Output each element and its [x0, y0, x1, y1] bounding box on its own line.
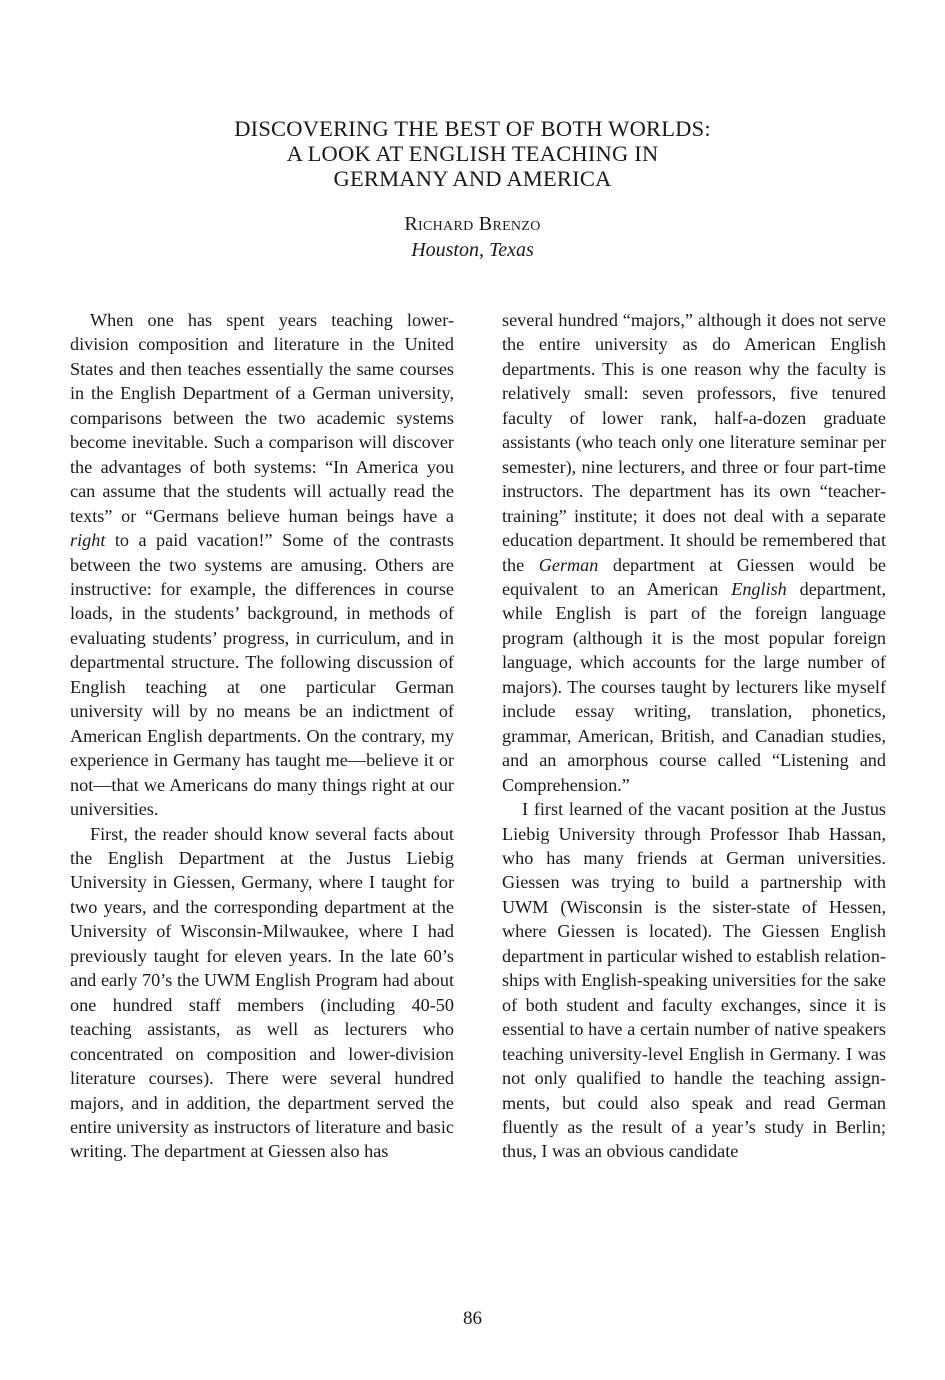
paragraph: [70, 308, 454, 822]
text-run: department at Giessen would be equivalent to an American: [502, 554, 886, 599]
title-line-1: DISCOVERING THE BEST OF BOTH WORLDS:: [234, 116, 711, 141]
author-location: Houston, Texas: [411, 239, 534, 261]
author-name: Richard Brenzo: [404, 213, 541, 235]
left-column: [70, 308, 454, 1164]
title-line-2: A LOOK AT ENGLISH TEACHING IN: [286, 141, 659, 166]
text-run: department, while English is part of the foreign language program (although it is the most popular foreign language, which accounts for the large number of majors). The courses taught by lecturers like myself include essay writing, translation, phonetics, grammar, American, British, and Canadian studies, and an amorphous course called “Listening and Comprehension.”: [502, 578, 886, 795]
paragraph: First, the reader should know several facts about the English Department at the Justus Liebig University in Giessen, Germany, where I taught for two years, and the corresponding department at the University of Wisconsin-Milwaukee, where I had previously taught for eleven years. In the late 60’s and early 70’s the UWM English Program had about one hundred staff members (including 40-50 teaching assistants, as well as lecturers who concentrated on composition and lower-division literature courses). There were several hundred majors, and in addition, the department served the entire university as instructors of literature and basic writing. The department at Giessen also has: [70, 823, 454, 1162]
page-number: 86: [463, 1308, 482, 1329]
right-column: [502, 308, 886, 1164]
paragraph: I first learned of the vacant position at the Justus Liebig University through Professor Ihab Hassan, who has many friends at German universities. Giessen was trying to build a partnership with UWM (Wisconsin is the sister-state of Hessen, where Giessen is located). The Giessen English department in particular wished to establish relationships with English-speaking universities for the sake of both student and faculty exchanges, since it is essential to have a certain number of native speakers teaching university-level English in Germany. I was not only qualified to handle the teaching assignments, but could also speak and read German fluently as the result of a year’s study in Berlin; thus, I was an obvious candidate: [502, 799, 886, 1162]
title-line-3: GERMANY AND AMERICA: [333, 166, 612, 191]
emphasis: right: [70, 530, 106, 551]
text-run: When one has spent years teaching lower-division composition and literature in the United States and then teaches essentially the same courses in the English Department of a German university, comparisons between the two academic systems become inevitable. Such a comparison will discover the advantages of both systems: “In America you can assume that the students will actually read the texts” or “Germans believe human beings have a: [70, 310, 454, 526]
paragraph-continued: [502, 308, 886, 797]
text-run: several hundred “majors,” although it does not serve the entire university as do American English departments. This is one reason why the faculty is relatively small: seven professors, five tenured faculty of lower rank, half-a-dozen graduate assistants (who teach only one literature seminar per semester), nine lecturers, and three or four part-time instructors. The department has its own “teacher-training” institute; it does not deal with a separate education department. It should be remembered that the: [502, 310, 886, 575]
text-run: to a paid vacation!” Some of the contrasts between the two systems are amusing. Others are instructive: for example, the differences in course loads, in the students’ background, in methods of evaluating students’ progress, in curriculum, and in departmental structure. The following discussion of English teaching at one particular German university will by no means be an indictment of American English departments. On the contrary, my experience in Germany has taught me—believe it or not—that we Americans do many things right at our universities.: [70, 530, 454, 820]
article-title: [150, 116, 795, 191]
emphasis: English: [731, 578, 787, 599]
emphasis: German: [538, 554, 599, 575]
